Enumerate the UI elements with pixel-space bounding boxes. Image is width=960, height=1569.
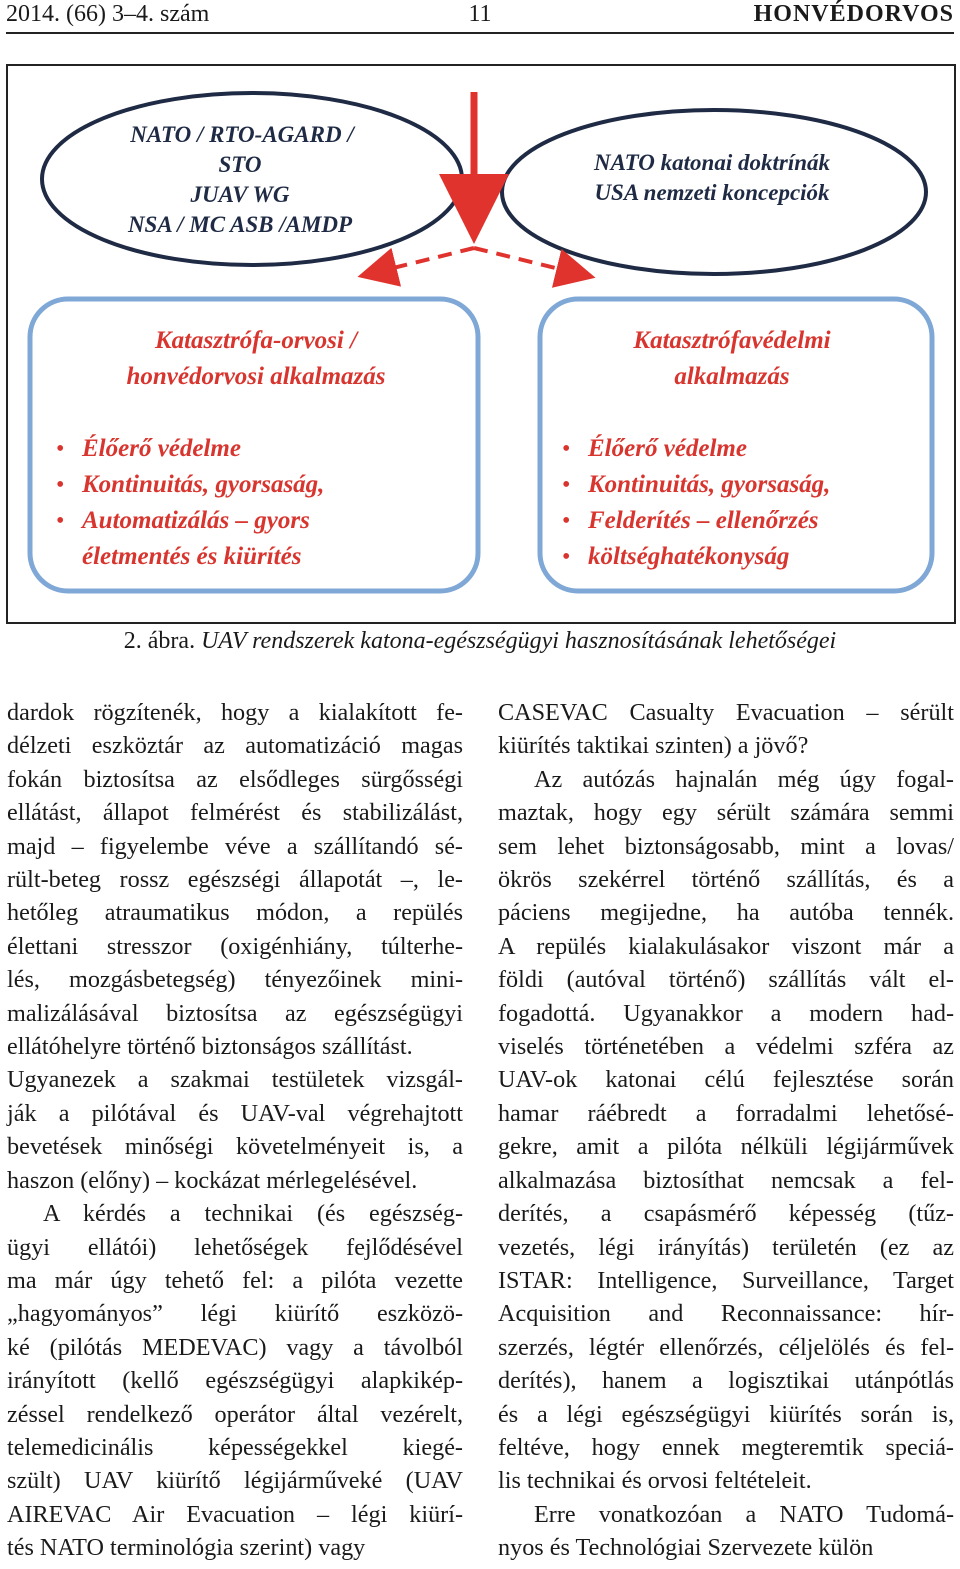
dashed-arrow-left <box>373 248 474 273</box>
text-line: sem lehet biztonságosabb, mint a lovas/ <box>498 832 954 860</box>
text-line: A kérdés a technikai (és egészség- <box>43 1200 463 1228</box>
text-line: Ugyanezek a szakmai testületek vizsgál- <box>7 1066 463 1094</box>
text-line: ma már úgy tehető fel: a pilóta vezette <box>7 1266 463 1294</box>
text-line: fokán biztosítsa az elsődleges sürgősségi <box>7 765 463 793</box>
text-column-left <box>7 696 463 1565</box>
ellipse-left-line-3: JUAV WG <box>190 182 290 207</box>
page-number: 11 <box>468 1 492 27</box>
bullet: • <box>56 436 65 462</box>
text-line: és a légi egészségügyi kiürítés során is, <box>498 1400 954 1428</box>
text-line: ökrös szekérrel történő szállítás, és a <box>498 866 954 894</box>
figure-2 <box>6 64 956 624</box>
ellipse-left-line-4: NSA / MC ASB /AMDP <box>127 212 353 237</box>
text-column-right <box>498 696 954 1565</box>
issue-info: 2014. (66) 3–4. szám <box>6 1 210 27</box>
text-line: majd – figyelembe véve a szállítandó sé- <box>7 832 463 860</box>
running-header <box>6 0 954 34</box>
left-bullet-1: Élőerő védelme <box>82 435 241 462</box>
bullet: • <box>56 508 65 534</box>
text-line: haszon (előny) – kockázat mérlegelésével. <box>7 1166 418 1194</box>
text-line: nyos és Technológiai Szervezete külön <box>498 1534 874 1562</box>
text-line: malizálásával biztosítsa az egészségügyi <box>7 999 463 1027</box>
right-bullet-4: költséghatékonyság <box>588 543 790 570</box>
text-line: telemedicinális képességekkel kiegé- <box>7 1433 463 1461</box>
right-bullet-3: Felderítés – ellenőrzés <box>588 507 819 534</box>
text-line: feltéve, hogy ennek megteremtik speciá- <box>498 1433 954 1461</box>
left-bullet-3: Automatizálás – gyors <box>82 507 310 534</box>
ellipse-left-line-1: NATO / RTO-AGARD / <box>130 122 354 147</box>
text-line: alkalmazása biztosíthat nemcsak a fel- <box>498 1166 954 1194</box>
caption-text: UAV rendszerek katona-egészségügyi hasznosításának lehetőségei <box>201 628 837 654</box>
text-line: hamar ráébredt a forradalmi lehetősé- <box>498 1099 954 1127</box>
bullet: • <box>56 472 65 498</box>
text-line: ügyi ellátói) lehetőségek fejlődésével <box>7 1233 463 1261</box>
right-box-title-1: Katasztrófavédelmi <box>633 327 831 354</box>
bullet: • <box>562 472 571 498</box>
bullet: • <box>562 508 571 534</box>
text-line: dardok rögzítenék, hogy a kialakított fe- <box>7 699 463 726</box>
text-line: AIREVAC Air Evacuation – légi kiürí- <box>7 1500 463 1528</box>
text-line: ellátást, állapot felmérést és stabilizálást, <box>7 799 463 827</box>
text-line: viselés történetében a védelmi szféra az <box>498 1033 954 1061</box>
text-line: zéssel rendelkező operátor által vezérelt, <box>7 1400 463 1428</box>
text-line: maztak, hogy egy sérült számára semmi <box>498 799 954 827</box>
text-line: irányított (kellő egészségügyi alapkikép- <box>7 1367 463 1395</box>
text-line: Acquisition and Reconnaissance: hír- <box>498 1300 954 1328</box>
right-bullet-1: Élőerő védelme <box>588 435 747 462</box>
text-line: gekre, amit a pilóta nélküli légijárművek <box>498 1133 954 1161</box>
text-line: A repülés kialakulásakor viszont már a <box>498 932 954 960</box>
text-line: derítés), hanem a logisztikai utánpótlás <box>498 1367 954 1395</box>
text-line: Az autózás hajnalán még úgy fogal- <box>534 765 954 793</box>
right-box-title-2: alkalmazás <box>674 363 790 390</box>
text-line: rült-beteg rossz egészségi állapotát –, le- <box>7 866 463 894</box>
left-box-title-2: honvédorvosi alkalmazás <box>126 363 386 390</box>
text-line: szerzés, légtér ellenőrzés, céljelölés és fel- <box>498 1333 954 1361</box>
text-line: kiürítés taktikai szinten) a jövő? <box>498 732 809 760</box>
ellipse-left-line-2: STO <box>218 152 262 177</box>
text-line: tés NATO terminológia szerint) vagy <box>7 1534 366 1562</box>
text-line: lés, mozgásbetegség) tényezőinek mini- <box>7 966 463 994</box>
text-line: CASEVAC Casualty Evacuation – sérült <box>498 699 954 726</box>
left-bullet-2: Kontinuitás, gyorsaság, <box>82 471 325 498</box>
left-bullet-3-cont: életmentés és kiürítés <box>82 543 302 570</box>
text-line: lis technikai és orvosi feltételeit. <box>498 1467 812 1495</box>
text-line: derítés, a csapásmérő képesség (tűz- <box>498 1200 954 1228</box>
text-line: ják a pilótával és UAV-val végrehajtott <box>7 1099 463 1127</box>
text-line: bevetések minőségi követelményeit is, a <box>7 1133 463 1161</box>
left-box-title-1: Katasztrófa-orvosi / <box>154 327 358 354</box>
bullet: • <box>562 544 571 570</box>
ellipse-right-line-1: NATO katonai doktrínák <box>593 150 831 175</box>
text-line: ellátóhelyre történő biztonságos szállítást. <box>7 1033 413 1061</box>
bullet: • <box>562 436 571 462</box>
text-line: délzeti eszköztár az automatizáció magas <box>7 732 463 760</box>
figure-diagram <box>8 66 954 622</box>
journal-title: HONVÉDORVOS <box>753 1 954 27</box>
text-line: hetőleg atraumatikus módon, a repülés <box>7 899 463 927</box>
text-line: szült) UAV kiürítő légijárműveké (UAV <box>7 1467 463 1495</box>
text-line: földi (autóval történő) szállítás vált el- <box>498 966 954 994</box>
ellipse-nato-rto <box>42 93 462 265</box>
ellipse-right-line-2: USA nemzeti koncepciók <box>594 180 830 205</box>
text-line: vezetés, légi irányítás) területén (ez az <box>498 1233 954 1261</box>
text-line: páciens megijedne, ha autóba tennék. <box>498 899 954 927</box>
text-line: ké (pilótás MEDEVAC) vagy a távolból <box>7 1333 463 1361</box>
text-line: Erre vonatkozóan a NATO Tudomá- <box>534 1500 954 1528</box>
text-line: ISTAR: Intelligence, Surveillance, Target <box>498 1266 954 1294</box>
caption-label: 2. ábra. <box>123 628 196 654</box>
text-line: UAV-ok katonai célú fejlesztése során <box>498 1066 954 1094</box>
text-line: élettani stresszor (oxigénhiány, túlterhe- <box>7 932 463 960</box>
text-line: fogadottá. Ugyanakkor a modern had- <box>498 999 954 1027</box>
text-line: „hagyományos” légi kiürítő eszközö- <box>7 1300 463 1328</box>
right-bullet-2: Kontinuitás, gyorsaság, <box>588 471 831 498</box>
figure-caption <box>0 628 960 655</box>
